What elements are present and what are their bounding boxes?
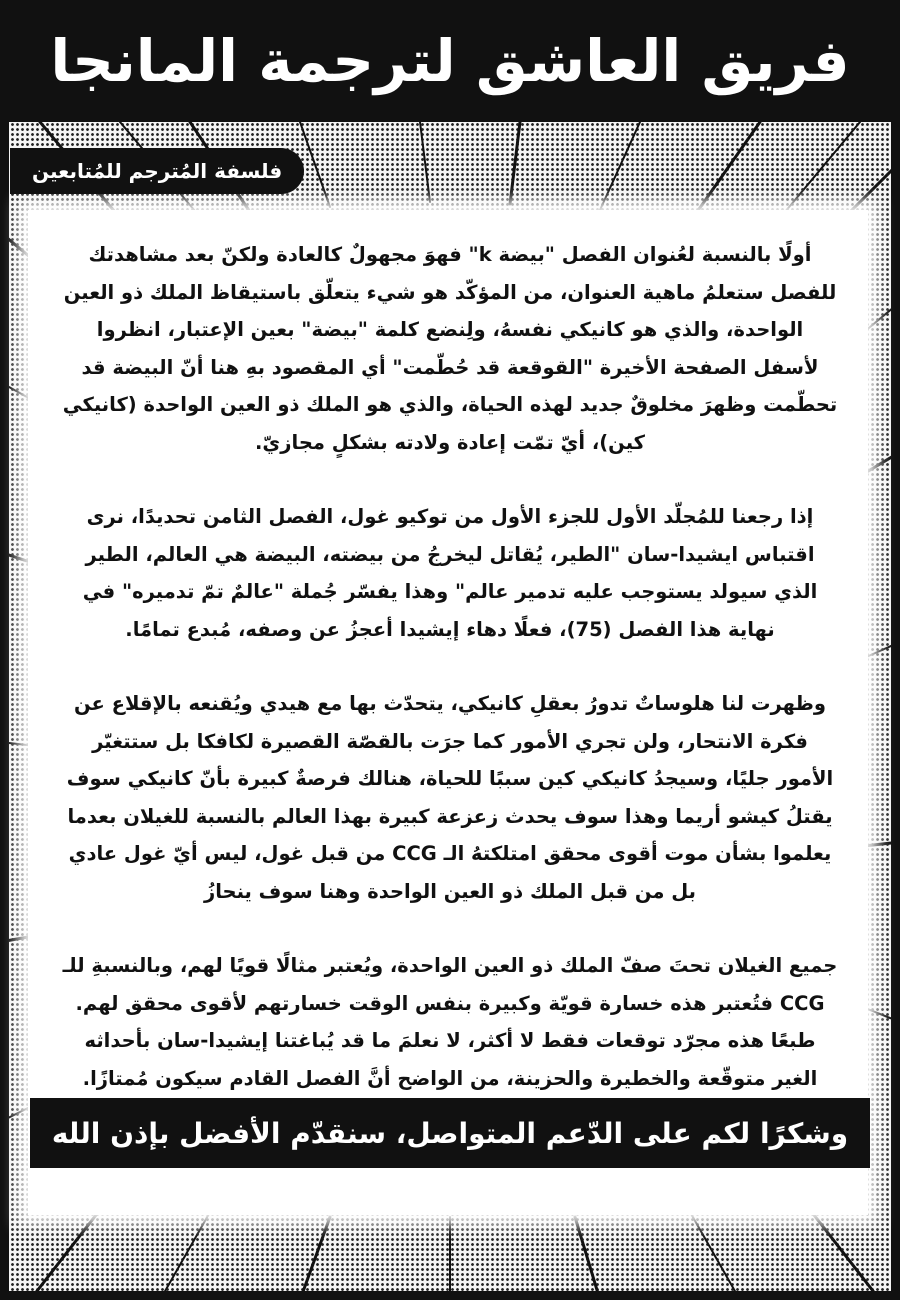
paragraph-2: إذا رجعنا للمُجلّد الأول للجزء الأول من توكيو غول، الفصل الثامن تحديدًا، نرى اقتباس ايشيدا-سان "الطير، يُقاتل ليخرجُ من بيضته، البيضة هي العالم، الطير الذي سيولد يستوجب عليه تدمير عالم" وهذا يفسّر جُملة "عالمٌ تمّ تدميره" في نهاية هذا الفصل (75)، فعلًا دهاء إيشيدا أعجزُ عن وصفه، مُبدع تمامًا. bbox=[82, 505, 818, 641]
body-text bbox=[62, 236, 838, 1134]
footer-bar bbox=[30, 1098, 870, 1168]
section-label bbox=[10, 148, 304, 194]
section-label-text: فلسفة المُترجم للمُتابعين bbox=[32, 159, 283, 183]
paragraph-1: أولًا بالنسبة لعُنوان الفصل "بيضة k" فهوَ مجهولٌ كالعادة ولكنّ بعد مشاهدتك للفصل ستعلمُ ماهية العنوان، من المؤكّد هو شيء يتعلّق باستيقاظ الملك ذو العين الواحدة، والذي هو كانيكي نفسهُ، ولِنضع كلمة "بيضة" بعين الإعتبار، انظروا لأسفل الصفحة الأخيرة "القوقعة قد حُطّمت" أي المقصود بهِ هنا أنّ البيضة قد تحطّمت وظهرَ مخلوقٌ جديد لهذه الحياة، والذي هو الملك ذو العين الواحدة (كانيكي كين)، أيّ تمّت إعادة ولادته بشكلٍ مجازيّ. bbox=[62, 243, 838, 454]
paragraph-3: وظهرت لنا هلوساتٌ تدورُ بعقلِ كانيكي، يتحدّث بها مع هيدي ويُقنعه بالإقلاع عن فكرة الانتحار، ولن تجري الأمور كما جرَت بالقصّة القصيرة لكافكا بل ستتغيّر الأمور جليًا، وسيجدُ كانيكي كين سببًا للحياة، هنالك فرصةٌ كبيرة بأنّ كانيكي سوف يقتلُ كيشو أريما وهذا سوف يحدث زعزعة كبيرة بهذا العالم بالنسبة للغيلان بعدما يعلموا بشأن موت أقوى محقق امتلكتهُ الـ CCG من قبل غول، ليس أيّ غول عادي بل من قبل الملك ذو العين الواحدة وهنا سوف ينحازُ bbox=[66, 692, 834, 903]
footer-text: وشكرًا لكم على الدّعم المتواصل، سنقدّم الأفضل بإذن الله bbox=[51, 1116, 849, 1150]
page-title: فريق العاشق لترجمة المانجا bbox=[50, 27, 850, 95]
paragraph-4: جميع الغيلان تحتَ صفّ الملك ذو العين الواحدة، ويُعتبر مثالًا قويًا لهم، وبالنسبةِ للـ CCG فتُعتبر هذه خسارة قويّة وكبيرة بنفس الوقت خسارتهم لأقوى محقق لهم. طبعًا هذه مجرّد توقعات فقط لا أكثر، لا نعلمَ ما قد يُباغتنا إيشيدا-سان بأحداثه الغير متوقّعة والخطيرة والحزينة، من الواضح أنَّ الفصل القادم سيكون مُمتازًا. bbox=[62, 954, 838, 1090]
title-bar bbox=[0, 0, 900, 122]
